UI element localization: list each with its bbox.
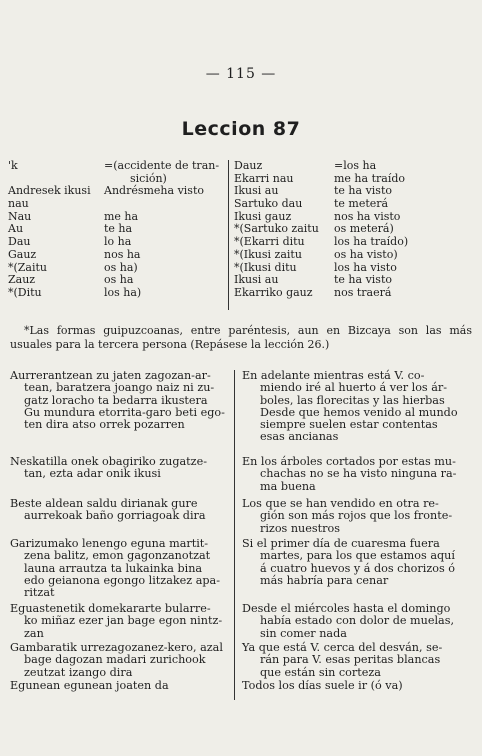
spanish-meaning: lo ha <box>104 235 132 249</box>
basque-term: Ekarri nau <box>234 171 294 185</box>
text-line: Aurrerantzean zu jaten zagozan-ar- <box>10 369 211 382</box>
spanish-meaning: sición) <box>130 171 167 185</box>
vocabulary-table <box>8 160 473 318</box>
spanish-meaning: te ha visto <box>334 184 392 198</box>
sentence-paragraph <box>10 680 226 692</box>
sentence-paragraph <box>242 370 474 444</box>
translation-section <box>10 370 475 700</box>
sentence-paragraph <box>242 538 474 587</box>
text-line: chachas no se ha visto ninguna ra- <box>260 467 457 481</box>
sentence-paragraph <box>10 603 226 640</box>
text-line: Desde el miércoles hasta el domingo <box>242 602 451 615</box>
sentence-paragraph <box>242 498 474 535</box>
text-line: En adelante mientras está V. co- <box>242 369 425 382</box>
column-divider <box>228 160 229 310</box>
text-line: aurrekoak baño gorriagoak dira <box>24 509 206 523</box>
text-line: Gambaratik urrezagozanez-kero, azal <box>10 641 223 654</box>
text-line: Ya que está V. cerca del desván, se- <box>242 641 443 654</box>
text-line: que están sin corteza <box>260 665 381 679</box>
spanish-meaning: nos traerá <box>334 285 392 299</box>
text-line: launa arrautza ta lukainka bina <box>24 561 203 575</box>
spanish-meaning: te ha visto <box>334 273 392 287</box>
sentence-paragraph <box>10 370 226 431</box>
text-line: á cuatro huevos y á dos chorizos ó <box>260 561 455 575</box>
text-line: Neskatilla onek obagiriko zugatze- <box>10 455 207 468</box>
text-line: siempre suelen estar contentas <box>260 418 438 432</box>
basque-term: *(Ikusi zaitu <box>234 247 302 261</box>
spanish-meaning: nos ha <box>104 247 141 261</box>
basque-term: *(Sartuko zaitu <box>234 222 319 236</box>
vocabulary-row <box>8 160 230 173</box>
basque-term: Andresek ikusi <box>8 184 91 198</box>
vocabulary-row <box>234 198 472 211</box>
lesson-title: Leccion 87 <box>181 118 301 140</box>
text-line: ma buena <box>260 479 316 493</box>
text-line: Egunean egunean joaten da <box>10 679 169 692</box>
vocabulary-row <box>8 198 230 211</box>
spanish-meaning: los ha visto <box>334 260 397 274</box>
basque-term: Ekarriko gauz <box>234 285 313 299</box>
basque-term: Dau <box>8 235 31 249</box>
sentence-paragraph <box>242 603 474 640</box>
sentence-paragraph <box>242 642 474 679</box>
page-number: — 115 — <box>205 66 277 82</box>
basque-term: 'k <box>8 159 18 172</box>
text-line: ten dira atso orrek pozarren <box>24 418 185 432</box>
sentence-paragraph <box>10 642 226 679</box>
basque-term: Sartuko dau <box>234 197 303 211</box>
spanish-meaning: os ha visto) <box>334 247 398 261</box>
sentence-paragraph <box>10 456 226 481</box>
text-line: Beste aldean saldu dirianak gure <box>10 497 198 510</box>
basque-term: *(Ekarri ditu <box>234 235 305 249</box>
vocabulary-column-right <box>234 160 472 300</box>
text-line: ritzat <box>24 586 55 600</box>
text-line: boles, las florecitas y las hierbas <box>260 393 445 407</box>
spanish-meaning: os meterá) <box>334 222 394 236</box>
text-line: ko miñaz ezer jan bage egon nintz- <box>24 614 223 628</box>
vocabulary-row <box>8 236 230 249</box>
text-line: gatz loracho ta bedarra ikustera <box>24 393 208 407</box>
spanish-meaning: me ha <box>104 209 139 223</box>
sentence-paragraph <box>10 498 226 523</box>
text-line: miendo iré al huerto á ver los ár- <box>260 381 448 395</box>
vocabulary-row <box>234 274 472 287</box>
vocabulary-row <box>8 249 230 262</box>
spanish-meaning: los ha) <box>104 285 142 299</box>
basque-term: Zauz <box>8 273 36 287</box>
text-line: En los árboles cortados por estas mu- <box>242 455 456 468</box>
text-line: edo geianona egongo litzakez apa- <box>24 573 220 587</box>
sentence-paragraph <box>10 538 226 599</box>
vocabulary-row <box>8 274 230 287</box>
text-line: esas ancianas <box>260 430 339 444</box>
basque-term: nau <box>8 197 29 211</box>
basque-term: Dauz <box>234 159 263 172</box>
spanish-meaning: nos ha visto <box>334 209 401 223</box>
text-line: Los que se han vendido en otra re- <box>242 497 439 510</box>
text-line: bage dagozan madari zurichook <box>24 653 206 667</box>
text-line: tan, ezta adar onik ikusi <box>24 467 161 481</box>
vocabulary-row <box>234 236 472 249</box>
vocabulary-row <box>234 160 472 173</box>
vocabulary-row <box>234 249 472 262</box>
text-line: rizos nuestros <box>260 521 340 535</box>
text-line: Si el primer día de cuaresma fuera <box>242 537 440 550</box>
text-line: sin comer nada <box>260 626 347 640</box>
spanish-meaning: Andrésmeha visto <box>104 184 204 198</box>
basque-term: Ikusi gauz <box>234 209 292 223</box>
spanish-meaning: los ha traído) <box>334 235 409 249</box>
text-line: zan <box>24 626 44 640</box>
text-line: zena balitz, emon gagonzanotzat <box>24 549 211 563</box>
vocabulary-column-left <box>8 160 230 300</box>
sentence-paragraph <box>242 456 474 493</box>
basque-term: *(Zaitu <box>8 260 48 274</box>
vocabulary-row <box>8 185 230 198</box>
text-line: más habría para cenar <box>260 573 389 587</box>
basque-term: Ikusi au <box>234 184 279 198</box>
basque-term: *(Ditu <box>8 285 42 299</box>
text-line: Desde que hemos venido al mundo <box>260 405 458 419</box>
spanish-meaning: te ha <box>104 222 133 236</box>
spanish-meaning: =(accidente de tran- <box>104 159 220 172</box>
spanish-meaning: os ha <box>104 273 134 287</box>
spanish-meaning: te meterá <box>334 197 389 211</box>
text-line: Gu mundura etorrita-garo beti ego- <box>24 405 225 419</box>
basque-term: Ikusi au <box>234 273 279 287</box>
text-line: tean, baratzera joango naiz ni zu- <box>24 381 215 395</box>
vocabulary-row <box>234 287 472 300</box>
text-line: rán para V. esas peritas blancas <box>260 653 441 667</box>
text-line: Garizumako lenengo eguna martit- <box>10 537 209 550</box>
spanish-meaning: os ha) <box>104 260 138 274</box>
basque-term: *(Ikusi ditu <box>234 260 297 274</box>
text-line: Todos los días suele ir (ó va) <box>242 679 403 692</box>
basque-term: Gauz <box>8 247 37 261</box>
sentence-paragraph <box>242 680 474 692</box>
basque-term: Au <box>8 222 24 236</box>
text-line: martes, para los que estamos aquí <box>260 549 455 563</box>
text-line: había estado con dolor de muelas, <box>260 614 455 628</box>
footnote: *Las formas guipuzcoanas, entre paréntesis, aun en Bizcaya son las más usuales para la tercera persona (Repásese la lección 26.) <box>10 324 472 351</box>
text-line: zeutzat izango dira <box>24 665 133 679</box>
text-line: gión son más rojos que los fronte- <box>260 509 453 523</box>
vocabulary-row <box>8 287 230 300</box>
column-divider <box>234 370 235 700</box>
basque-term: Nau <box>8 209 32 223</box>
text-line: Eguastenetik domekararte bularre- <box>10 602 211 615</box>
spanish-meaning: =los ha <box>334 159 377 172</box>
spanish-meaning: me ha traído <box>334 171 405 185</box>
